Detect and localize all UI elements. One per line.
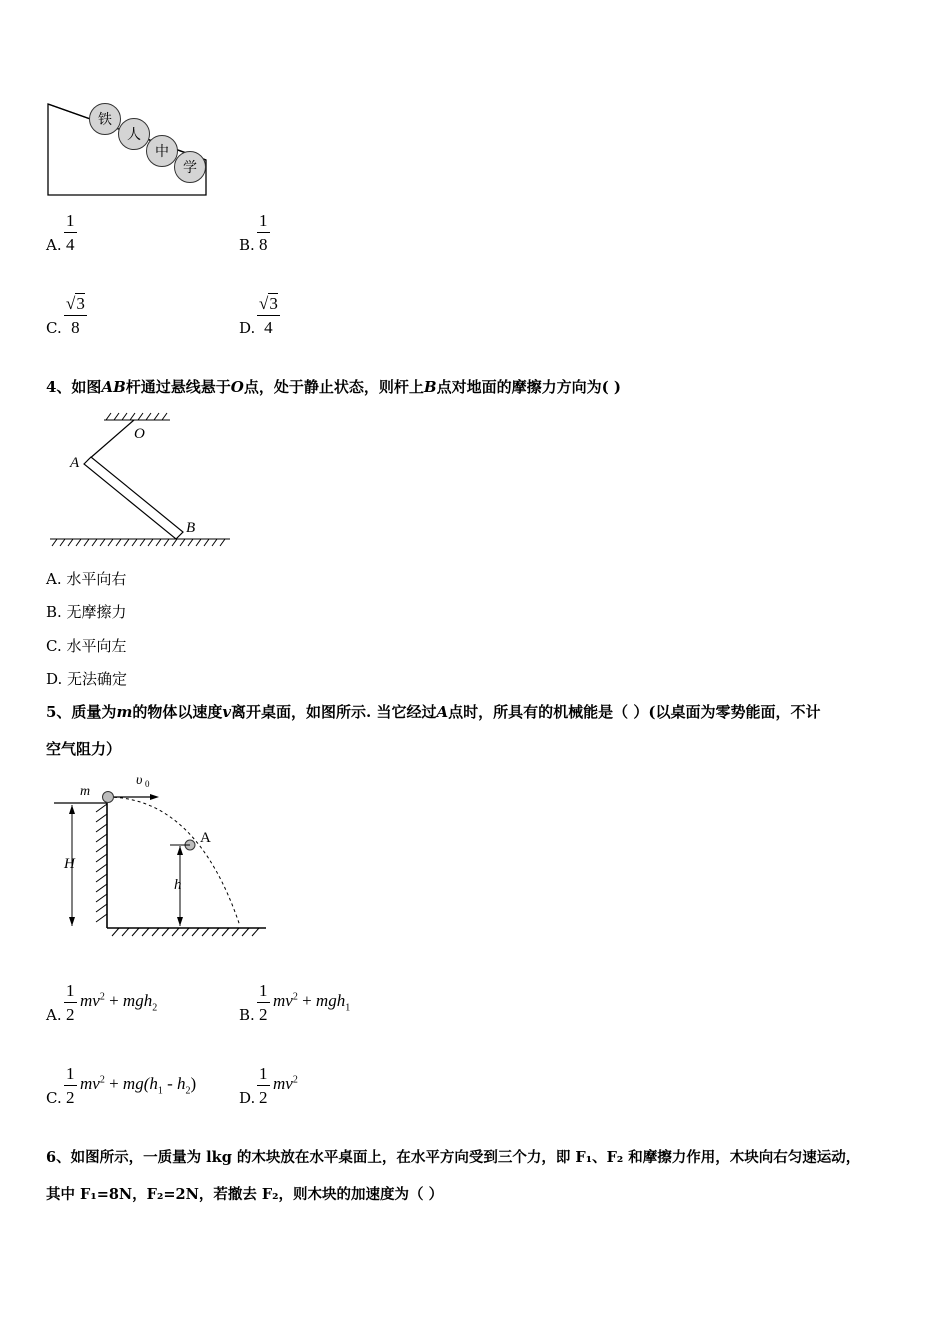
question-4-stem <box>46 376 621 397</box>
q3-option-b-fraction <box>257 212 270 253</box>
q5-option-b-expression <box>273 991 350 1013</box>
q5-option-d-expression <box>273 1074 298 1094</box>
q5-option-c-expression <box>80 1074 196 1096</box>
fraction-denominator: 4 <box>66 235 75 254</box>
q4-option-d: D. 无法确定 <box>46 670 128 688</box>
ball-label-2: 人 <box>127 127 141 143</box>
q5-option-a-expression <box>80 991 157 1013</box>
fraction-denominator: 2 <box>66 1088 75 1107</box>
q5-suffix: 点时，所具有的机械能是（ ）(以桌面为零势能面，不计 <box>448 703 821 721</box>
q3-option-d-letter: D. <box>239 319 256 337</box>
label-m: m <box>80 784 91 799</box>
q5-option-c-fraction <box>64 1065 77 1106</box>
sqrt-radicand: 3 <box>76 294 85 313</box>
term: mv <box>273 991 293 1010</box>
superscript: 2 <box>292 991 298 1003</box>
q5-option-b-letter: B. <box>239 1006 255 1024</box>
q4-o: O <box>230 378 244 396</box>
sqrt-radicand: 3 <box>269 294 278 313</box>
q5-option-d-fraction <box>257 1065 270 1106</box>
label-a: A <box>70 455 80 471</box>
q3-option-c-fraction <box>64 295 87 336</box>
floor-hatch <box>112 928 259 936</box>
plus-sign: + <box>302 991 312 1010</box>
q5-m: m <box>116 703 133 721</box>
fraction-denominator: 8 <box>259 235 268 254</box>
question-6-stem-line1: 6、如图所示，一质量为 lkg 的木块放在水平桌面上，在水平方向受到三个力，即 F₁、F₂ 和摩擦力作用，木块向右匀速运动， <box>46 1149 861 1166</box>
term: mv <box>273 1074 293 1093</box>
fraction-numerator: 1 <box>64 1065 77 1086</box>
q5-option-b-fraction <box>257 982 270 1023</box>
subscript: 2 <box>185 1085 191 1097</box>
incline-figure <box>44 98 214 200</box>
ceiling-hatch <box>104 413 170 420</box>
fraction-numerator: 1 <box>257 1065 270 1086</box>
fraction-denominator: 2 <box>259 1088 268 1107</box>
ball-m <box>103 792 114 803</box>
label-v0-sub: 0 <box>145 779 150 789</box>
q5-prefix: 5、质量为 <box>46 703 117 721</box>
fraction-numerator: 1 <box>257 212 270 233</box>
question-5-stem-line2: 空气阻力） <box>46 740 122 758</box>
q5-option-c-letter: C. <box>46 1089 62 1107</box>
term: mgh <box>315 991 346 1010</box>
label-o: O <box>134 426 145 442</box>
term: mv <box>80 1074 100 1093</box>
superscript: 2 <box>99 1074 105 1086</box>
q5-a: A <box>436 703 449 721</box>
q5-v: v <box>222 703 232 721</box>
fraction-numerator: √3 <box>257 295 280 316</box>
term: - h <box>162 1074 186 1093</box>
label-big-h: H <box>64 856 75 872</box>
q5-option-a-fraction <box>64 982 77 1023</box>
label-v0: υ <box>136 773 143 788</box>
q5-option-a-letter: A. <box>46 1006 62 1024</box>
term: mgh <box>122 991 153 1010</box>
q4-ab: AB <box>101 378 126 396</box>
fraction-numerator: 1 <box>64 212 77 233</box>
q4-option-c: C. 水平向左 <box>46 637 127 655</box>
fraction-denominator: 4 <box>264 318 273 337</box>
fraction-numerator: 1 <box>64 982 77 1003</box>
term: mg(h <box>122 1074 158 1093</box>
trajectory <box>108 797 240 926</box>
term: mv <box>80 991 100 1010</box>
subscript: 1 <box>345 1002 351 1014</box>
fraction-denominator: 8 <box>71 318 80 337</box>
superscript: 2 <box>99 991 105 1003</box>
q3-option-a-letter: A. <box>46 236 62 254</box>
label-small-h: h <box>174 877 182 893</box>
subscript: 1 <box>157 1085 163 1097</box>
fraction-numerator: 1 <box>257 982 270 1003</box>
q3-option-a-fraction <box>64 212 77 253</box>
label-point-a: A <box>200 830 211 846</box>
q4-mid2: 点，处于静止状态，则杆上 <box>243 378 424 396</box>
q4-b: B <box>423 378 437 396</box>
hanging-string <box>88 420 134 460</box>
wall-hatch <box>96 804 107 922</box>
q5-mid: 的物体以速度 <box>132 703 223 721</box>
rod-ab <box>84 457 183 539</box>
q5-option-d-letter: D. <box>239 1089 256 1107</box>
q5-mid2: 离开桌面，如图所示. 当它经过 <box>231 703 437 721</box>
ground-hatch <box>50 539 230 546</box>
q4-mid1: 杆通过悬线悬于 <box>125 378 231 396</box>
fraction-numerator: √3 <box>64 295 87 316</box>
plus-sign: + <box>109 1074 119 1093</box>
plus-sign: + <box>109 991 119 1010</box>
ball-label-1: 铁 <box>98 112 112 128</box>
q4-prefix: 4、如图 <box>46 378 102 396</box>
ball-label-3: 中 <box>155 144 169 160</box>
superscript: 2 <box>292 1074 298 1086</box>
q4-suffix: 点对地面的摩擦力方向为( ) <box>436 378 621 396</box>
q4-option-a: A. 水平向右 <box>46 570 127 588</box>
rod-figure <box>48 408 238 550</box>
fraction-denominator: 2 <box>66 1005 75 1024</box>
subscript: 2 <box>152 1002 158 1014</box>
projectile-figure <box>52 768 272 944</box>
incline-triangle <box>48 104 206 195</box>
ball-label-4: 学 <box>183 160 197 176</box>
label-b: B <box>186 520 196 536</box>
question-6-stem-line2: 其中 F₁=8N，F₂=2N，若撤去 F₂，则木块的加速度为（ ） <box>46 1186 444 1203</box>
q3-option-b-letter: B. <box>239 236 255 254</box>
q4-option-b: B. 无摩擦力 <box>46 603 127 621</box>
question-5-stem-line1 <box>46 701 820 722</box>
q3-option-d-fraction <box>257 295 280 336</box>
q3-option-c-letter: C. <box>46 319 62 337</box>
fraction-denominator: 2 <box>259 1005 268 1024</box>
close-paren: ) <box>190 1074 197 1093</box>
